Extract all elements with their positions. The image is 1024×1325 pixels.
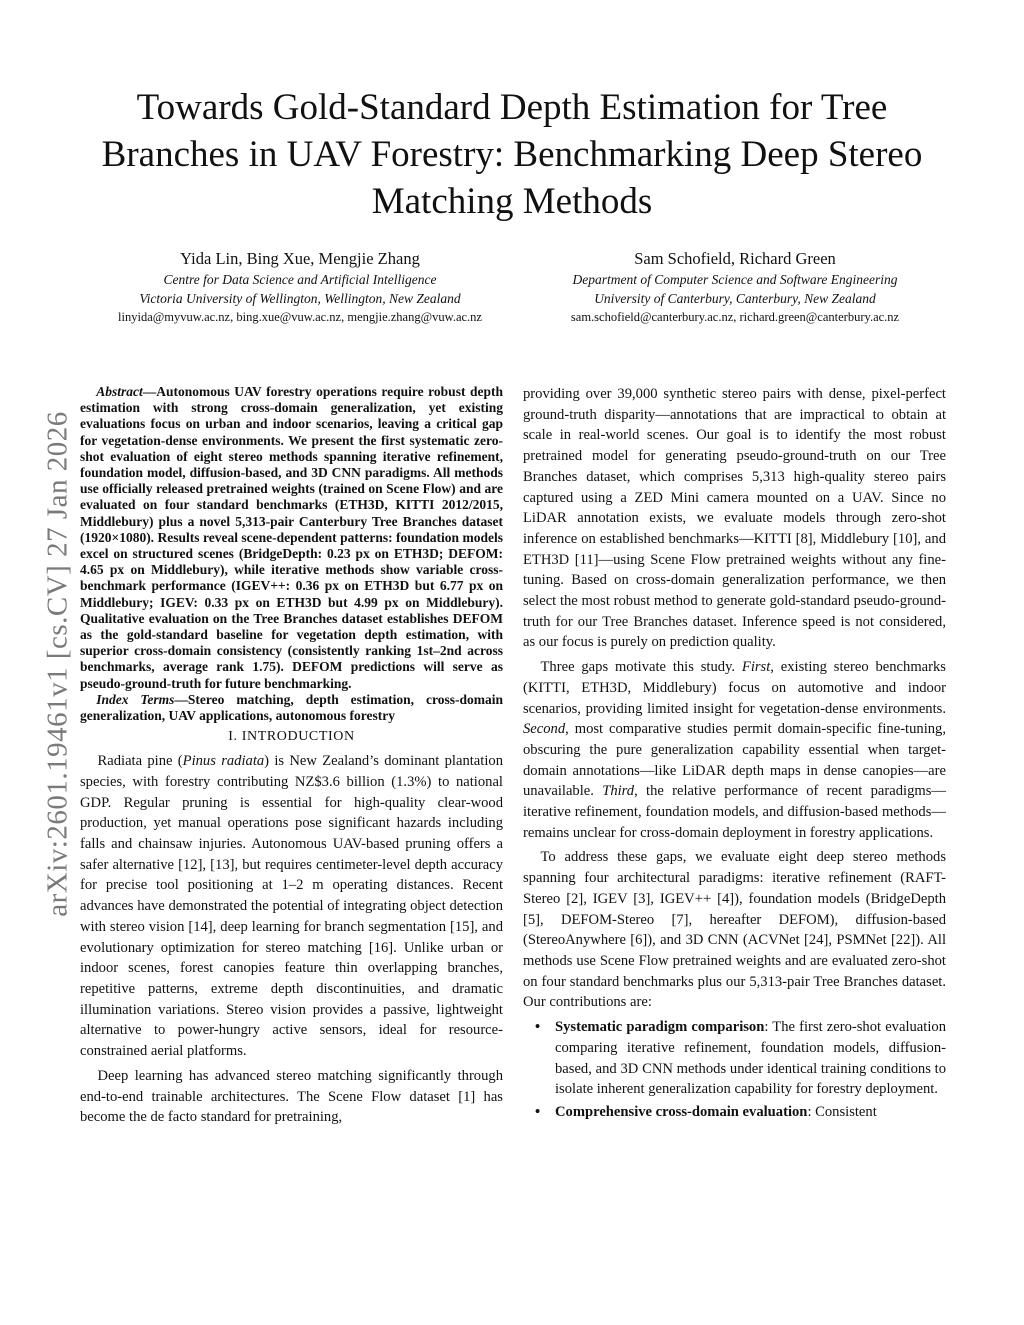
text-run: , existing stereo benchmarks (KITTI, ETH3D, Middlebury) focus on automotive and indoor scenarios, providing limited insight for vegetation-dense environments.: [523, 659, 946, 717]
intro-paragraph-2-continued: providing over 39,000 synthetic stereo pairs with dense, pixel-perfect ground-truth disparity—annotations that are impractical to obtain at scale in real-world scenes. Our goal is to identify the most robust pretrained model for generating pseudo-ground-truth on our Tree Branches dataset, which comprises 5,313 high-quality stereo pairs captured using a ZED Mini camera mounted on a UAV. Since no LiDAR annotation exists, we evaluate models through zero-shot inference on established benchmarks—KITTI [8], Middlebury [10], and ETH3D [11]—using Scene Flow pretrained weights without any fine-tuning. Based on cross-domain generalization performance, we then select the most robust method to generate gold-standard pseudo-ground-truth for our Tree Branches dataset. Inference speed is not considered, as our focus is purely on prediction quality.: [523, 386, 946, 651]
author-block-victoria: [60, 248, 540, 327]
contribution-text: : Consistent: [807, 1103, 877, 1120]
affiliation-line: Centre for Data Science and Artificial Intelligence: [163, 272, 437, 287]
author-block-canterbury: [520, 248, 950, 327]
text-run: Three gaps motivate this study.: [540, 659, 742, 676]
contributions-list: [523, 1017, 946, 1123]
affiliation-line: University of Canterbury, Canterbury, New Zealand: [594, 291, 876, 306]
abstract-lead: Abstract: [96, 384, 143, 399]
affiliation-line: Department of Computer Science and Software Engineering: [572, 272, 898, 287]
text-run: , the relative performance of recent paradigms—iterative refinement, foundation models, and diffusion-based methods—remains unclear for cross-domain deployment in forestry applications.: [523, 783, 946, 841]
author-names: Yida Lin, Bing Xue, Mengjie Zhang: [180, 249, 420, 268]
index-terms: [80, 692, 503, 724]
contribution-title: Comprehensive cross-domain evaluation: [555, 1103, 808, 1120]
bullet-icon: •: [535, 1103, 541, 1120]
index-terms-text: —Stereo matching, depth estimation, cross-domain generalization, UAV applications, autonomous forestry: [80, 691, 504, 724]
contribution-item: [523, 1102, 946, 1123]
affiliation-line: Victoria University of Wellington, Wellington, New Zealand: [139, 291, 461, 306]
intro-paragraph-2: Deep learning has advanced stereo matching significantly through end-to-end trainable architectures. The Scene Flow dataset [1] has become the de facto standard for pretraining,: [80, 1067, 503, 1126]
intro-paragraph-3: [523, 657, 946, 843]
author-names: Sam Schofield, Richard Green: [634, 249, 836, 268]
section-heading-introduction: I. INTRODUCTION: [228, 729, 355, 745]
contribution-text: : The first zero-shot evaluation comparing iterative refinement, foundation models, diffusion-based, and 3D CNN methods under identical training conditions to isolate inherent generalization capability for forestry deployment.: [555, 1019, 946, 1098]
intro-paragraph-1: [80, 751, 503, 1062]
text-run: ) is New Zealand’s dominant plantation species, with forestry contributing NZ$3.6 billion (1.3%) to national GDP. Regular pruning is essential for high-quality clear-wood production, yet manual operations pose significant hazards including falls and chainsaw injuries. Autonomous UAV-based pruning offers a safer alternative [12], [13], but requires centimeter-level depth accuracy for precise tool positioning at 1–2 m operating distances. Recent advances have demonstrated the potential of integrating object detection with stereo vision [14], deep learning for branch segmentation [15], and evolutionary optimization for stereo matching [16]. Unlike urban or indoor scenes, forest canopies feature thin overlapping branches, repetitive patterns, extreme depth discontinuities, and dramatic illumination variations. Stereo vision provides a passive, lightweight alternative to power-hungry active sensors, ideal for resource-constrained aerial platforms.: [80, 753, 503, 1060]
abstract: [80, 384, 503, 692]
arxiv-identifier: arXiv:2601.19461v1 [cs.CV] 27 Jan 2026: [41, 411, 74, 917]
bullet-icon: •: [535, 1019, 541, 1036]
paper-title: Towards Gold-Standard Depth Estimation for Tree Branches in UAV Forestry: Benchmarking Deep Stereo Matching Methods: [101, 87, 923, 222]
contribution-title: Systematic paradigm comparison: [555, 1019, 765, 1036]
author-emails: sam.schofield@canterbury.ac.nz, richard.green@canterbury.ac.nz: [570, 310, 900, 324]
intro-paragraph-4: To address these gaps, we evaluate eight deep stereo methods spanning four architectural paradigms: iterative refinement (RAFT-Stereo [2], IGEV [3], IGEV++ [4]), foundation models (BridgeDepth [5], DEFOM-Stereo [7], hereafter DEFOM), diffusion-based (StereoAnywhere [6]), and 3D CNN (ACVNet [24], PSMNet [22]). All methods use Scene Flow pretrained weights and are evaluated zero-shot on four standard benchmarks plus our 5,313-pair Tree Branches dataset. Our contributions are:: [523, 849, 946, 1011]
abstract-text: —Autonomous UAV forestry operations require robust depth estimation with strong cross-domain generalization, yet existing evaluations focus on urban and indoor scenarios, leaving a critical gap for vegetation-dense environments. We present the first systematic zero-shot evaluation of eight stereo methods spanning iterative refinement, foundation model, diffusion-based, and 3D CNN paradigms. All methods use officially released pretrained weights (trained on Scene Flow) and are evaluated on four standard benchmarks (ETH3D, KITTI 2012/2015, Middlebury) plus a novel 5,313-pair Canterbury Tree Branches dataset (1920×1080). Results reveal scene-dependent patterns: foundation models excel on structured scenes (BridgeDepth: 0.23 px on ETH3D; DEFOM: 4.65 px on Middlebury), while iterative methods show variable cross-benchmark performance (IGEV++: 0.36 px on ETH3D but 6.77 px on Middlebury; IGEV: 0.33 px on ETH3D but 4.99 px on Middlebury). Qualitative evaluation on the Tree Branches dataset establishes DEFOM as the gold-standard baseline for vegetation depth estimation, with superior cross-domain consistency (consistently ranking 1st–2nd across benchmarks, average rank 1.75). DEFOM predictions will serve as pseudo-ground-truth for future benchmarking.: [80, 384, 503, 691]
species-name: Pinus radiata: [182, 753, 265, 770]
right-column: [523, 384, 946, 1125]
left-column: [80, 384, 503, 1132]
index-terms-lead: Index Terms: [96, 691, 175, 707]
emphasis-third: Third: [602, 783, 635, 800]
text-run: Radiata pine (: [97, 753, 183, 770]
text-run: , most comparative studies permit domain-specific fine-tuning, obscuring the pure generalization capability essential when target-domain annotations—like LiDAR depth maps in dense canopies—are unavailable.: [523, 721, 946, 800]
author-emails: linyida@myvuw.ac.nz, bing.xue@vuw.ac.nz, mengjie.zhang@vuw.ac.nz: [118, 310, 482, 324]
emphasis-second: Second: [523, 721, 566, 738]
emphasis-first: First: [741, 659, 771, 676]
contribution-item: [523, 1017, 946, 1100]
